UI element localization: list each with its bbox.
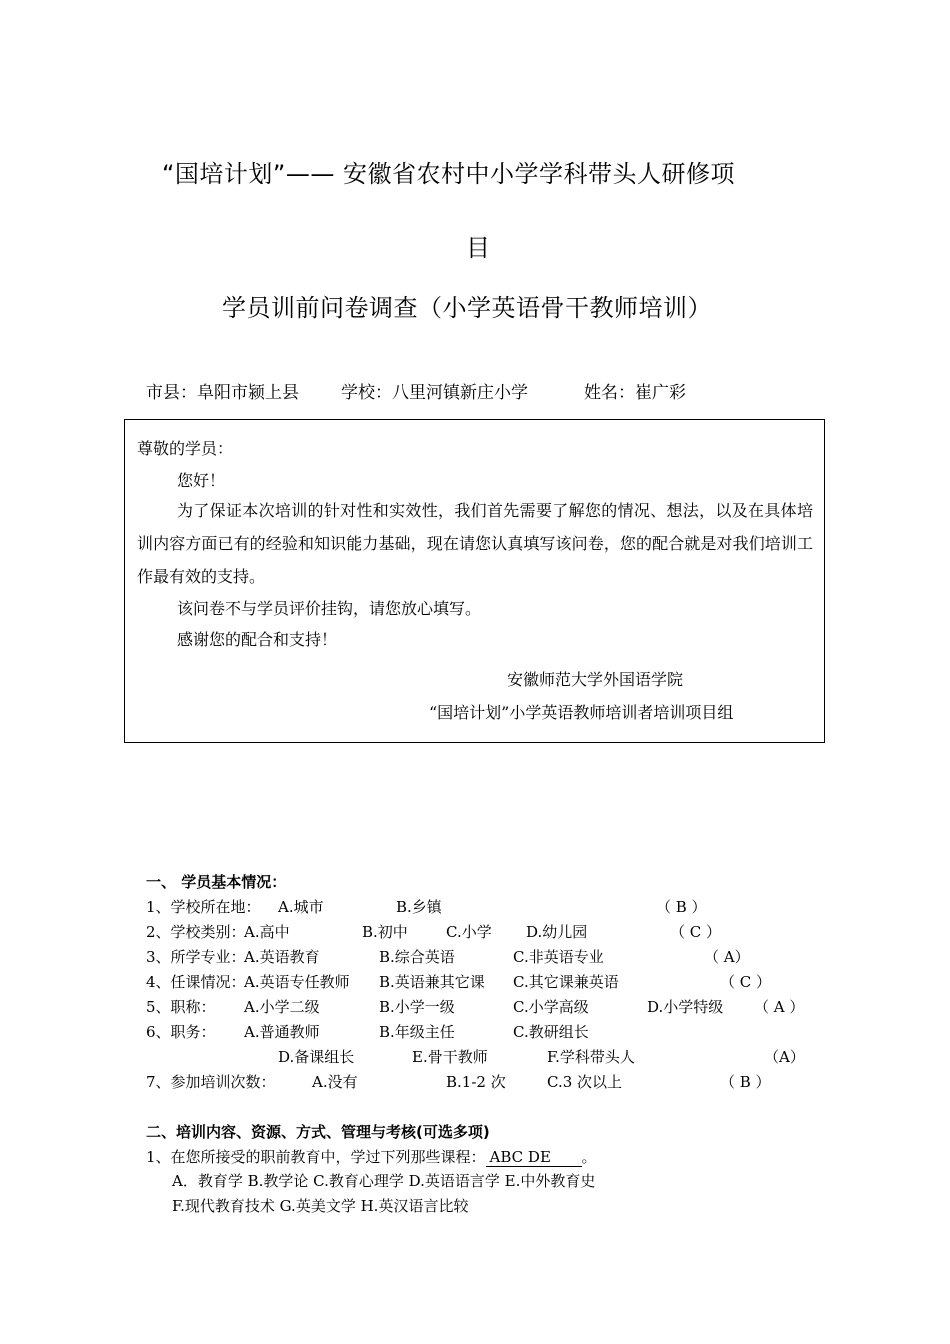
answer: （ C ） [720,973,772,991]
title-line-2: 目 [466,234,491,262]
option-b: B.综合英语 [379,948,455,966]
letter-hello: 您好！ [177,471,226,490]
option-b: B.1-2 次 [446,1073,506,1091]
question-label: 1、学校所在地： [146,898,261,916]
letter-signature-group: “国培计划”小学英语教师培训者培训项目组 [429,703,734,722]
answer: （ B ） [656,898,707,916]
question-label: 4、任课情况： [146,973,246,991]
s2-question-label [146,1146,597,1167]
letter-thanks: 感谢您的配合和支持！ [177,630,338,649]
answer: （ A ） [754,998,805,1016]
answer: （ C ） [670,923,722,941]
sentence-end: 。 [581,1148,597,1166]
option-a: A.英语专任教师 [244,973,350,991]
question-text: 1、在您所接受的职前教育中，学过下列那些课程： [146,1148,486,1166]
option-b: B.年级主任 [379,1023,455,1041]
option-c: C.3 次以上 [547,1073,623,1091]
answer: （ A） [704,948,750,966]
question-label: 6、职务： [146,1023,216,1041]
letter-signature-org: 安徽师范大学外国语学院 [507,670,684,689]
option-a: A.城市 [278,898,324,916]
option-d: D.小学特级 [647,998,724,1016]
name-field: 姓名：崔广彩 [584,383,686,403]
option-a: A.英语教育 [244,948,320,966]
intro-letter-box [124,419,825,743]
question-label: 5、职称： [146,998,216,1016]
option-f: F.学科带头人 [547,1048,635,1066]
option-d: D.幼儿园 [526,923,588,941]
letter-body: 为了保证本次培训的针对性和实效性，我们首先需要了解您的情况、想法，以及在具体培训内容方面已有的经验和知识能力基础，现在请您认真填写该问卷，您的配合就是对我们培训工作最有效的支持。 [137,501,813,586]
question-label: 2、学校类别： [146,923,246,941]
option-d: D.备课组长 [278,1048,355,1066]
title-line-1: “国培计划”—— 安徽省农村中小学学科带头人研修项 [162,160,735,188]
option-b: B.乡镇 [396,898,442,916]
section-2-title: 二、培训内容、资源、方式、管理与考核(可选多项) [146,1123,490,1141]
section-1-title: 一、 学员基本情况： [146,873,287,891]
option-a: A.小学二级 [244,998,320,1016]
option-a: A.普通教师 [244,1023,320,1041]
option-c: C.教研组长 [513,1023,589,1041]
question-label: 7、参加培训次数： [146,1073,276,1091]
school-field: 学校：八里河镇新庄小学 [341,383,528,403]
answer: （A） [764,1048,805,1066]
answer: （ B ） [720,1073,771,1091]
option-b: B.初中 [362,923,408,941]
option-a: A.高中 [244,923,290,941]
option-c: C.非英语专业 [513,948,604,966]
letter-note: 该问卷不与学员评价挂钩，请您放心填写。 [177,599,482,618]
option-b: B.小学一级 [379,998,455,1016]
option-c: C.小学 [446,923,492,941]
letter-greeting: 尊敬的学员： [137,439,234,458]
option-e: E.骨干教师 [412,1048,488,1066]
course-options-line-1: A．教育学 B.教学论 C.教育心理学 D.英语语言学 E.中外教育史 [172,1172,596,1190]
answer-field: ABC DE [486,1148,582,1167]
page-title: 学员训前问卷调查（小学英语骨干教师培训） [222,294,712,322]
option-b: B.英语兼其它课 [379,973,485,991]
course-options-line-2: F.现代教育技术 G.英美文学 H.英汉语言比较 [172,1197,469,1215]
option-c: C.小学高级 [513,998,589,1016]
option-a: A.没有 [312,1073,358,1091]
city-field: 市县：阜阳市颍上县 [146,383,299,403]
question-label: 3、所学专业： [146,948,246,966]
option-c: C.其它课兼英语 [513,973,619,991]
